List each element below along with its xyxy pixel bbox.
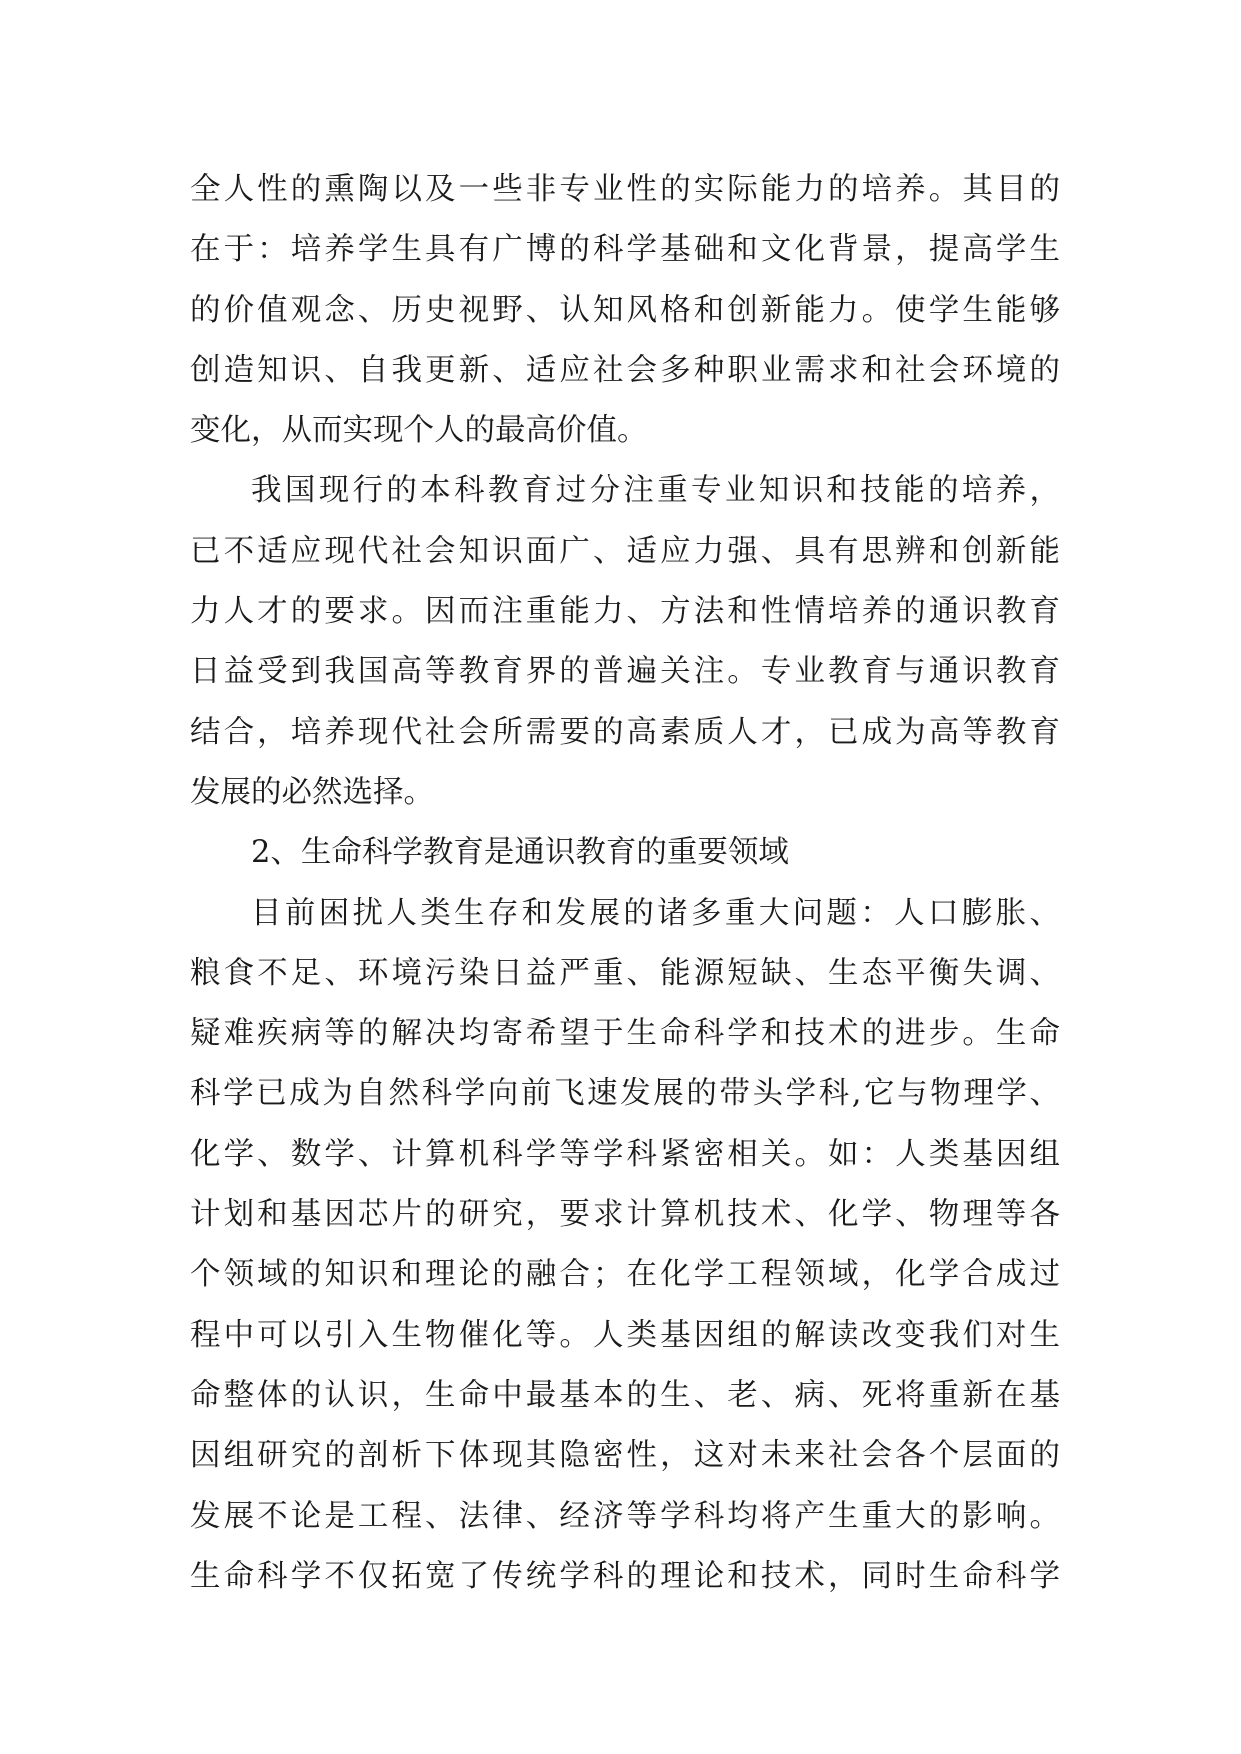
text-line: 的价值观念、历史视野、认知风格和创新能力。使学生能够: [190, 292, 1060, 328]
text-line: 命整体的认识，生命中最基本的生、老、病、死将重新在基: [190, 1377, 1060, 1413]
text-line: 化学、数学、计算机科学等学科紧密相关。如：人类基因组: [190, 1136, 1060, 1172]
text-line: 结合，培养现代社会所需要的高素质人才，已成为高等教育: [190, 714, 1060, 750]
text-line: 粮食不足、环境污染日益严重、能源短缺、生态平衡失调、: [190, 955, 1060, 991]
text-line: 程中可以引入生物催化等。人类基因组的解读改变我们对生: [190, 1317, 1060, 1353]
text-line: 疑难疾病等的解决均寄希望于生命科学和技术的进步。生命: [190, 1016, 1060, 1052]
text-line: 目前困扰人类生存和发展的诸多重大问题：人口膨胀、: [251, 895, 1060, 931]
text-line: 创造知识、自我更新、适应社会多种职业需求和社会环境的: [190, 352, 1060, 388]
text-line: 发展不论是工程、法律、经济等学科均将产生重大的影响。: [190, 1498, 1060, 1534]
text-line: 全人性的熏陶以及一些非专业性的实际能力的培养。其目的: [190, 172, 1060, 207]
text-line: 科学已成为自然科学向前飞速发展的带头学科,它与物理学、: [190, 1076, 1060, 1112]
text-line: 因组研究的剖析下体现其隐密性，这对未来社会各个层面的: [190, 1438, 1060, 1474]
text-line: 发展的必然选择。: [190, 774, 434, 810]
body-text: [190, 160, 1060, 1607]
text-line: 在于：培养学生具有广博的科学基础和文化背景，提高学生: [190, 232, 1060, 268]
text-line: 计划和基因芯片的研究，要求计算机技术、化学、物理等各: [190, 1197, 1060, 1233]
text-line: 生命科学不仅拓宽了传统学科的理论和技术，同时生命科学: [190, 1558, 1060, 1594]
text-line: 力人才的要求。因而注重能力、方法和性情培养的通识教育: [190, 594, 1060, 630]
text-line: 日益受到我国高等教育界的普遍关注。专业教育与通识教育: [190, 654, 1060, 690]
text-line: 我国现行的本科教育过分注重专业知识和技能的培养，: [251, 473, 1060, 509]
text-line: 个领域的知识和理论的融合；在化学工程领域，化学合成过: [190, 1257, 1060, 1293]
text-line: 2、生命科学教育是通识教育的重要领域: [251, 835, 789, 871]
text-line: 已不适应现代社会知识面广、适应力强、具有思辨和创新能: [190, 533, 1060, 569]
text-line: 变化，从而实现个人的最高价值。: [190, 413, 648, 449]
